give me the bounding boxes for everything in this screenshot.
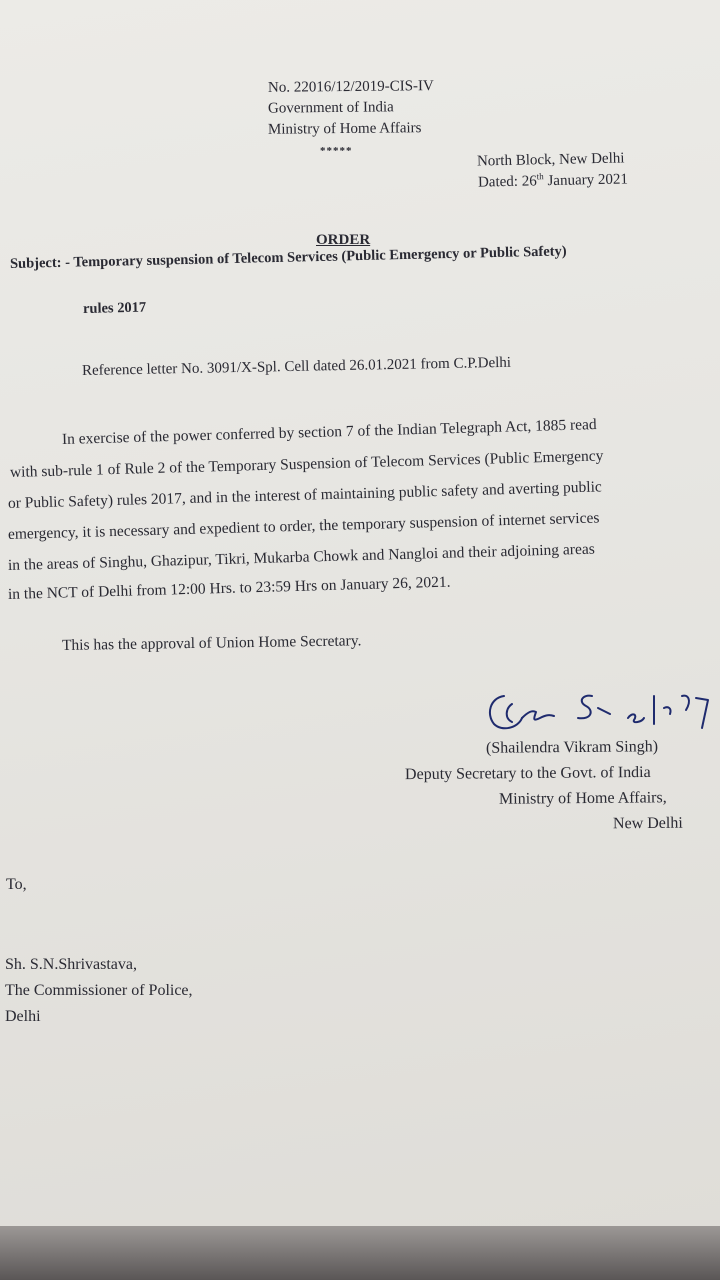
body-line-1: In exercise of the power conferred by section 7 of the Indian Telegraph Act, 1885 read bbox=[61, 416, 597, 448]
addressee-designation: The Commissioner of Police, bbox=[5, 982, 193, 999]
subject-line-1: Subject: - Temporary suspension of Telecom Services (Public Emergency or Public Safety) bbox=[9, 243, 567, 272]
signature-image bbox=[482, 688, 720, 738]
date-suffix: January 2021 bbox=[543, 171, 629, 190]
signatory-city: New Delhi bbox=[612, 814, 683, 833]
body-line-4: emergency, it is necessary and expedient to order, the temporary suspension of internet services bbox=[7, 509, 600, 543]
date-prefix: Dated: 26 bbox=[477, 173, 537, 191]
signatory-name: (Shailendra Vikram Singh) bbox=[485, 738, 659, 757]
addressee-name: Sh. S.N.Shrivastava, bbox=[5, 956, 137, 973]
addressee-city: Delhi bbox=[5, 1008, 41, 1025]
subject-line-2: rules 2017 bbox=[82, 299, 147, 317]
body-line-5: in the areas of Singhu, Ghazipur, Tikri, Mukarba Chowk and Nangloi and their adjoining areas bbox=[7, 540, 595, 574]
body-line-3: or Public Safety) rules 2017, and in the interest of maintaining public safety and averting public bbox=[7, 478, 603, 512]
signatory-ministry: Ministry of Home Affairs, bbox=[498, 789, 667, 808]
file-number: No. 22016/12/2019-CIS-IV bbox=[267, 78, 434, 96]
signatory-designation: Deputy Secretary to the Govt. of India bbox=[404, 763, 651, 784]
approval-line: This has the approval of Union Home Secretary. bbox=[61, 632, 362, 654]
body-line-2: with sub-rule 1 of Rule 2 of the Temporary Suspension of Telecom Services (Public Emergency bbox=[9, 447, 604, 481]
ministry-name: Ministry of Home Affairs bbox=[267, 120, 422, 138]
government-name: Government of India bbox=[267, 99, 394, 117]
body-line-6: in the NCT of Delhi from 12:00 Hrs. to 23:59 Hrs on January 26, 2021. bbox=[7, 573, 451, 603]
date-line bbox=[478, 170, 628, 191]
date-superscript: th bbox=[536, 171, 544, 182]
background-surface bbox=[0, 1226, 720, 1280]
place: North Block, New Delhi bbox=[476, 150, 625, 170]
reference-letter: Reference letter No. 3091/X-Spl. Cell dated 26.01.2021 from C.P.Delhi bbox=[81, 354, 512, 379]
to-label: To, bbox=[6, 876, 27, 893]
order-title: ORDER bbox=[316, 232, 371, 248]
separator-stars: ***** bbox=[320, 145, 353, 157]
